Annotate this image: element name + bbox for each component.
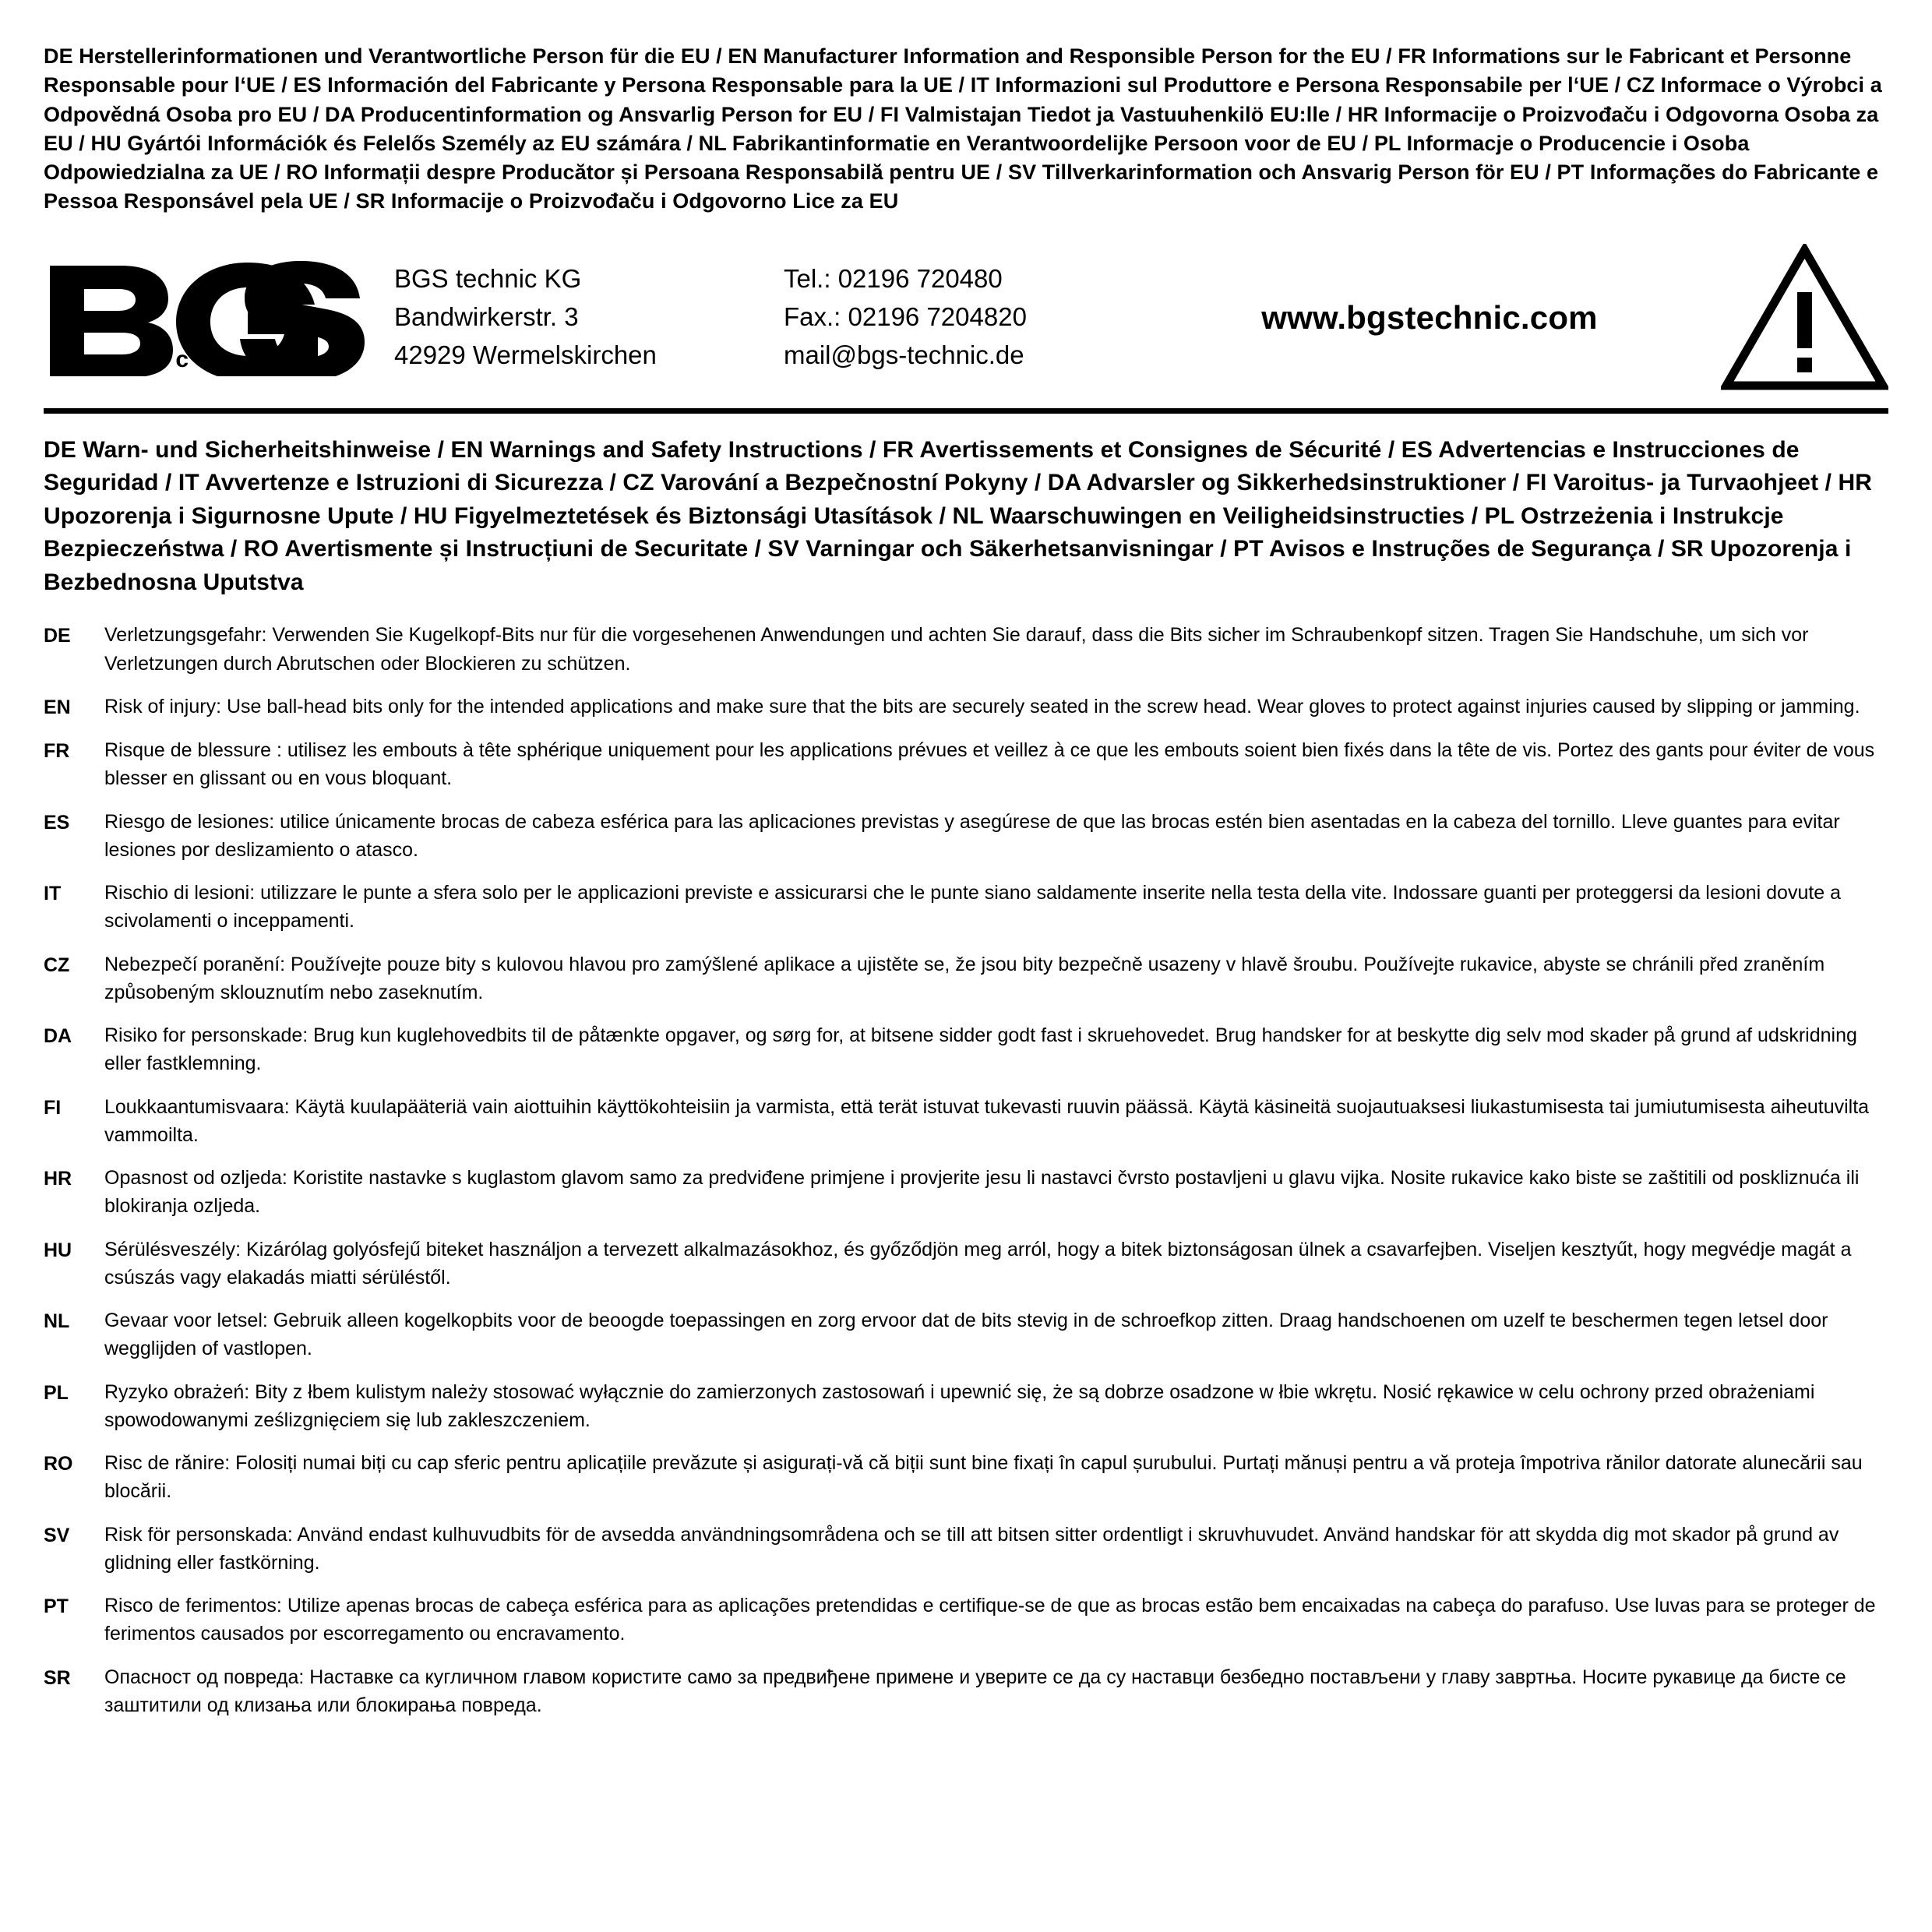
warning-triangle-graphic xyxy=(1721,244,1888,392)
language-code: DE xyxy=(44,625,71,647)
list-item xyxy=(44,736,1888,793)
bgs-logo xyxy=(44,259,386,376)
company-address xyxy=(386,260,784,374)
language-text: Nebezpečí poranění: Používejte pouze bity s kulovou hlavou pro zamýšlené aplikace a ujistěte se, že jsou bity bezpečně usazeny v hlavě šroubu. Používejte rukavice, abyste se chránili před zraněním způsobeným sklouznutím nebo zaseknutím. xyxy=(104,953,1825,1003)
language-text: Risk för personskada: Använd endast kulhuvudbits för de avsedda användningsområdena och se till att bitsen sitter ordentligt i skruvhuvudet. Använd handskar för att skydda dig mot skador på grund av glidning eller fastkörning. xyxy=(104,1523,1839,1574)
list-item xyxy=(44,1449,1888,1506)
language-code: HU xyxy=(44,1239,72,1261)
list-item xyxy=(44,693,1888,721)
company-website[interactable]: www.bgstechnic.com xyxy=(1261,298,1598,336)
list-item xyxy=(44,879,1888,936)
company-contact xyxy=(784,260,1158,374)
list-item xyxy=(44,1592,1888,1648)
language-text: Riesgo de lesiones: utilice únicamente brocas de cabeza esférica para las aplicaciones previstas y asegúrese de que las brocas estén bien asentadas en la cabeza del tornillo. Lleve guantes para evitar lesiones por deslizamiento o atasco. xyxy=(104,810,1840,861)
list-item xyxy=(44,1236,1888,1292)
language-code: IT xyxy=(44,883,62,905)
language-code: PT xyxy=(44,1595,69,1618)
company-email[interactable]: mail@bgs-technic.de xyxy=(784,340,1024,369)
warning-triangle-icon xyxy=(1709,244,1888,392)
list-item xyxy=(44,808,1888,865)
masthead xyxy=(44,229,1888,414)
language-text: Risco de ferimentos: Utilize apenas brocas de cabeça esférica para as aplicações pretendidas e certifique-se de que as brocas estão bem encaixadas na cabeça do parafuso. Use luvas para se proteger de ferimentos causados por escorregamento ou encravamento. xyxy=(104,1595,1876,1645)
language-text: Verletzungsgefahr: Verwenden Sie Kugelkopf-Bits nur für die vorgesehenen Anwendungen und achten Sie darauf, dass die Bits sicher im Schraubenkopf sitzen. Tragen Sie Handschuhe, um sich vor Verletzungen durch Abrutschen oder Blockieren zu schützen. xyxy=(104,624,1809,675)
language-text: Opasnost od ozljeda: Koristite nastavke s kuglastom glavom samo za predviđene primjene i provjerite jesu li nastavci čvrsto postavljeni u glavu vijka. Nosite rukavice kako biste se zaštitili od poskliznuća ili blokiranja ozljeda. xyxy=(104,1167,1860,1218)
registered-mark: ® xyxy=(318,260,338,291)
language-text: Loukkaantumisvaara: Käytä kuulapääteriä vain aiottuihin käyttökohteisiin ja varmista, että terät istuvat tukevasti ruuvin päässä. Käytä käsineitä suojautuaksesi liukastumisesta tai jumiutumisesta aiheutuvilta vammoilta. xyxy=(104,1095,1870,1146)
language-code: CZ xyxy=(44,954,70,976)
language-code: FI xyxy=(44,1096,62,1119)
language-text: Опасност од повреда: Наставке са кугличном главом користите само за предвиђене примене и уверите се да су наставци безбедно постављени у главу завртња. Носите рукавице да бисте се заштитили од клизања или блокирања повреда. xyxy=(104,1666,1846,1716)
list-item xyxy=(44,1306,1888,1363)
list-item xyxy=(44,1663,1888,1720)
company-city: 42929 Wermelskirchen xyxy=(394,340,657,369)
language-code: SV xyxy=(44,1524,70,1546)
language-code: HR xyxy=(44,1168,72,1190)
language-text: Risque de blessure : utilisez les embouts à tête sphérique uniquement pour les applications prévues et veillez à ce que les embouts soient bien fixés dans la tête de vis. Portez des gants pour éviter de vous blesser en glissant ou en vous bloquant. xyxy=(104,739,1875,790)
language-code: ES xyxy=(44,811,70,834)
safety-section-heading: DE Warn- und Sicherheitshinweise / EN Warnings and Safety Instructions / FR Avertissements et Consignes de Sécurité / ES Advertencias e Instrucciones de Seguridad / IT Avvertenze e Istruzioni di Sicurezza / CZ Varování a Bezpečnostní Pokyny / DA Advarsler og Sikkerhedsinstruktioner / FI Varoitus- ja Turvaohjeet / HR Upozorenja i Sigurnosne Upute / HU Figyelmeztetések és Biztonsági Utasítások / NL Waarschuwingen en Veiligheidsinstructies / PL Ostrzeżenia i Instrukcje Bezpieczeństwa / RO Avertismente și Instrucțiuni de Securitate / SV Varningar och Säkerhetsanvisningar / PT Avisos e Instruções de Segurança / SR Upozorenja i Bezbednosna Uputstva xyxy=(44,436,1873,595)
language-text: Risk of injury: Use ball-head bits only for the intended applications and make sure that the bits are securely seated in the screw head. Wear gloves to protect against injuries caused by slipping or jamming. xyxy=(104,695,1860,717)
language-code: SR xyxy=(44,1666,71,1689)
language-code: EN xyxy=(44,696,71,718)
language-text: Risc de rănire: Folosiți numai biți cu cap sferic pentru aplicațiile prevăzute și asigurați-vă că biții sunt bine fixați în capul șurubului. Purtați mănuși pentru a vă proteja împotriva rănilor datorate alunecării sau blocării. xyxy=(104,1452,1863,1503)
company-street: Bandwirkerstr. 3 xyxy=(394,302,579,332)
list-item xyxy=(44,1521,1888,1578)
language-code: RO xyxy=(44,1453,73,1475)
list-item xyxy=(44,950,1888,1007)
language-code: NL xyxy=(44,1310,70,1333)
list-item xyxy=(44,1378,1888,1435)
logo-subtext: t e c h n i c xyxy=(136,346,277,372)
language-text: Rischio di lesioni: utilizzare le punte a sfera solo per le applicazioni previste e assicurarsi che le punte siano saldamente inserite nella testa della vite. Indossare guanti per proteggersi da lesioni dovute a scivolamenti o inceppamenti. xyxy=(104,882,1842,933)
language-text: Sérülésveszély: Kizárólag golyósfejű biteket használjon a tervezett alkalmazásokhoz, és győződjön meg arról, hogy a bitek biztonságosan ülnek a csavarfejben. Viseljen kesztyűt, hogy megvédje magát a csúszás vagy elakadás miatti sérüléstől. xyxy=(104,1238,1852,1289)
company-tel: Tel.: 02196 720480 xyxy=(784,264,1003,294)
list-item xyxy=(44,1164,1888,1221)
language-code: DA xyxy=(44,1025,72,1048)
language-text: Risiko for personskade: Brug kun kuglehovedbits til de påtænkte opgaver, og sørg for, at bitsene sidder godt fast i skruehovedet. Brug handsker for at beskytte dig selv mod skader på grund af udskridning eller fastklemning. xyxy=(104,1024,1857,1075)
safety-instructions-list xyxy=(44,621,1888,1719)
company-fax: Fax.: 02196 7204820 xyxy=(784,302,1027,332)
language-code: PL xyxy=(44,1381,69,1404)
language-code: FR xyxy=(44,740,70,763)
list-item xyxy=(44,1093,1888,1150)
language-text: Gevaar voor letsel: Gebruik alleen kogelkopbits voor de beoogde toepassingen en zorg ervoor dat de bits stevig in de schroefkop zitten. Draag handschoenen om uzelf te beschermen tegen letsel door wegglijden of vastlopen. xyxy=(104,1310,1828,1360)
company-name: BGS technic KG xyxy=(394,264,582,294)
list-item xyxy=(44,1021,1888,1078)
manufacturer-info-heading: DE Herstellerinformationen und Verantwortliche Person für die EU / EN Manufacturer Information and Responsible Person for the EU / FR Informations sur le Fabricant et Personne Responsable pour l‘UE / ES Información del Fabricante y Persona Responsable para la UE / IT Informazioni sul Produttore e Persona Responsabile per l‘UE / CZ Informace o Výrobci a Odpovědná Osoba pro EU / DA Producentinformation og Ansvarlig Person for EU / FI Valmistajan Tiedot ja Vastuuhenkilö EU:lle / HR Informacije o Proizvođaču i Odgovorna Osoba za EU / HU Gyártói Információk és Felelős Személy az EU számára / NL Fabrikantinformatie en Verantwoordelijke Persoon voor de EU / PL Informacje o Producencie i Osoba Odpowiedzialna za UE / RO Informații despre Producător și Persoana Responsabilă pentru UE / SV Tillverkarinformation och Ansvarig Person för EU / PT Informações do Fabricante e Pessoa Responsável pela UE / SR Informacije o Proizvođaču i Odgovorno Lice za EU xyxy=(44,44,1882,213)
list-item xyxy=(44,621,1888,678)
language-text: Ryzyko obrażeń: Bity z łbem kulistym należy stosować wyłącznie do zamierzonych zastosowań i upewnić się, że są dobrze osadzone w łbie wkrętu. Nosić rękawice w celu ochrony przed obrażeniami spowodowanymi ześlizgnięciem się lub zakleszczeniem. xyxy=(104,1380,1815,1431)
